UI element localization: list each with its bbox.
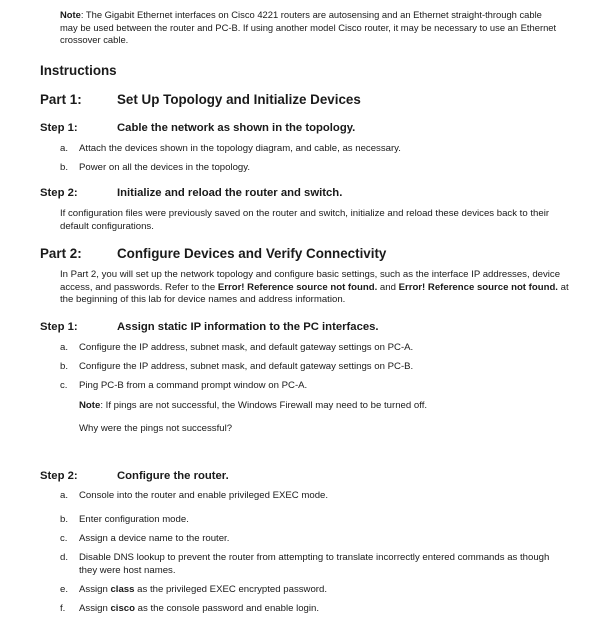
- list-item-letter: c.: [60, 380, 68, 391]
- intro-mid: and: [377, 281, 399, 293]
- list-item-letter: f.: [60, 603, 66, 614]
- error-reference-2: Error! Reference source not found.: [398, 281, 558, 293]
- list-item-text: Assign a device name to the router.: [79, 533, 230, 544]
- part1-step2-title: Initialize and reload the router and switch.: [117, 187, 343, 199]
- list-item-letter: c.: [60, 533, 68, 544]
- part1-step1-title: Cable the network as shown in the topology.: [117, 122, 356, 134]
- list-item-letter: b.: [60, 162, 69, 173]
- intro-start: In Part 2, you will set up the network topology and configure basic settings, such as the interface IP addresses, device access, and passwords. Refer to the: [60, 269, 561, 293]
- text-fragment: Assign: [79, 603, 111, 614]
- part1-label: Part 1:: [40, 92, 82, 107]
- password-cisco: cisco: [110, 603, 136, 614]
- firewall-note-text: : If pings are not successful, the Windows Firewall may need to be turned off.: [100, 400, 428, 411]
- list-item-text: Enter configuration mode.: [79, 514, 189, 525]
- list-item-letter: a.: [60, 342, 69, 353]
- list-item-letter: b.: [60, 514, 69, 525]
- list-item-letter: b.: [60, 361, 69, 372]
- list-item-text: [79, 603, 569, 616]
- part1-step2-text: If configuration files were previously saved on the router and switch, initialize and reload these devices back to their default configurations.: [60, 208, 550, 232]
- part2-label: Part 2:: [40, 246, 82, 261]
- ping-question: Why were the pings not successful?: [79, 423, 233, 434]
- list-item-text: Ping PC-B from a command prompt window on PC-A.: [79, 380, 308, 391]
- list-item-letter: d.: [60, 552, 69, 563]
- part2-title: Configure Devices and Verify Connectivity: [117, 246, 387, 261]
- firewall-note-label: Note: [79, 400, 101, 411]
- part1-step2-label: Step 2:: [40, 187, 78, 199]
- intro-end: at the beginning of this lab for device names and address information.: [60, 281, 569, 306]
- text-fragment: Assign: [79, 584, 111, 595]
- cabling-note: [60, 9, 560, 47]
- list-item-text: [79, 584, 569, 597]
- text-fragment: as the privileged EXEC encrypted password.: [134, 584, 327, 595]
- list-item-letter: e.: [60, 584, 69, 595]
- part2-step1-title: Assign static IP information to the PC interfaces.: [117, 321, 379, 333]
- list-item-text: Configure the IP address, subnet mask, and default gateway settings on PC-A.: [79, 342, 414, 353]
- part2-step2-label: Step 2:: [40, 470, 78, 482]
- list-item-letter: a.: [60, 143, 69, 154]
- instructions-heading: Instructions: [40, 63, 117, 78]
- list-item-text: Attach the devices shown in the topology diagram, and cable, as necessary.: [79, 143, 401, 154]
- part1-title: Set Up Topology and Initialize Devices: [117, 92, 361, 107]
- password-class: class: [110, 584, 135, 595]
- note-label: Note: [60, 9, 81, 20]
- part2-step2-title: Configure the router.: [117, 470, 229, 482]
- list-item-text: Configure the IP address, subnet mask, and default gateway settings on PC-B.: [79, 361, 414, 372]
- error-reference-1: Error! Reference source not found.: [217, 281, 378, 293]
- list-item-letter: a.: [60, 490, 69, 501]
- list-item-text: Console into the router and enable privileged EXEC mode.: [79, 490, 329, 501]
- part2-intro: [60, 269, 570, 307]
- part2-step1-label: Step 1:: [40, 321, 78, 333]
- text-fragment: as the console password and enable login.: [135, 603, 320, 614]
- part1-step1-label: Step 1:: [40, 122, 78, 134]
- firewall-note: [79, 400, 427, 413]
- list-item-text: Disable DNS lookup to prevent the router from attempting to translate incorrectly entered commands as though they were host names.: [79, 552, 550, 576]
- note-text: : The Gigabit Ethernet interfaces on Cisco 4221 routers are autosensing and an Ethernet straight-through cable may be used between the router and PC-B. If using another model Cisco router, it may be necessary to use an Ethernet crossover cable.: [60, 9, 557, 46]
- list-item-text: Power on all the devices in the topology.: [79, 162, 251, 173]
